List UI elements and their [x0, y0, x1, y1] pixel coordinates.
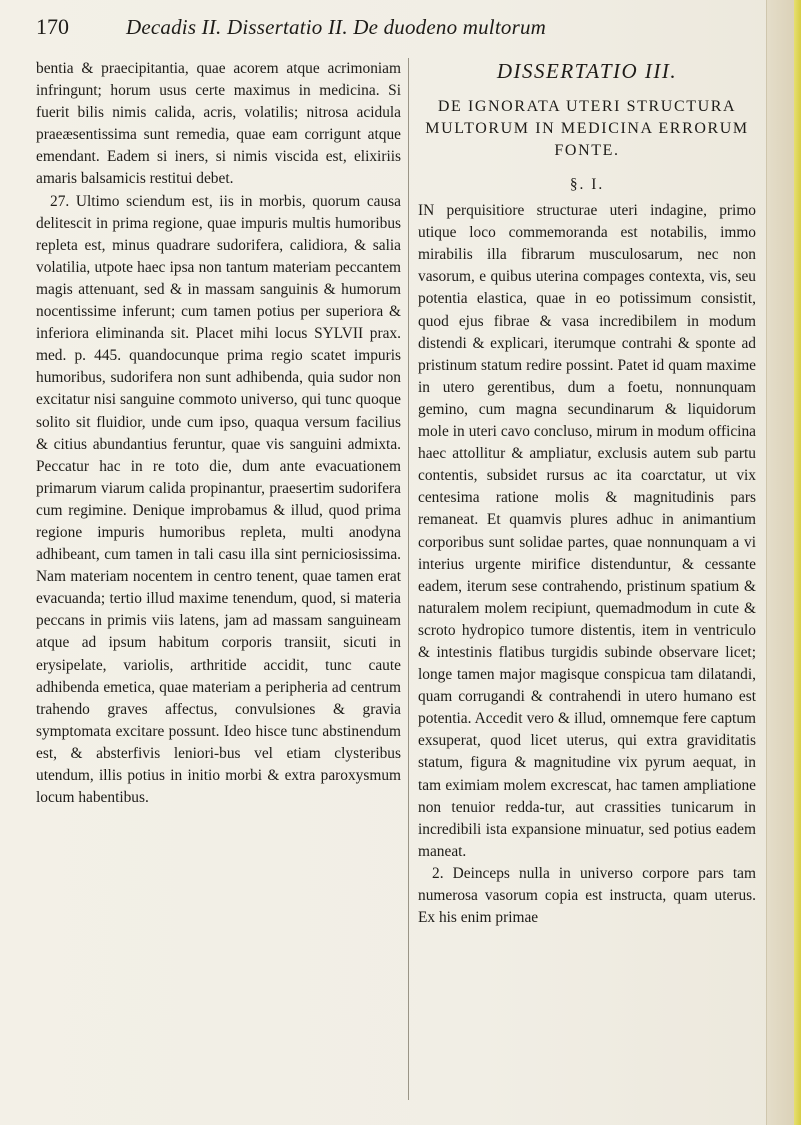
page-number: 170	[36, 14, 69, 39]
running-header	[36, 14, 716, 50]
paragraph: 27. Ultimo sciendum est, iis in morbis, quorum causa delitescit in prima regione, quae impuris multis humoribus repleta est, minus quadrare sudorifera, calidiora, & salia volatilia, utpote haec ipsa non tantum materiam peccantem magis attenuant, sed & in massam sanguinis & humorum nocentissime inferunt; cum tamen potius per superiora & inferiora eliminanda sit. Placet mihi locus SYLVII prax. med. p. 445. quandocunque prima regio scatet impuris humoribus, sudorifera non sunt adhibenda, quia sudor non excitatur nisi sanguine commoto universo, qui tunc quoque solito sit fluidior, unde cum ipso, quaqua versum facilius & citius abundantius feruntur, quae vis sanguini admixta. Peccatur hac in re toto die, dum ante evacuationem primarum viarum calida propinantur, praesertim sudorifera cum regimine. Denique improbamus & illud, quod prima regione impuris humoribus repleta, multi anodyna adhibeant, cum tamen in tali casu illa sint perniciosissima. Nam materiam nocentem in centro tenent, quae tamen erat evacuanda; tertio illud maxime tenendum, quod, si materia peccans in primis viis latens, jam ad massam sanguineam atque ad ipsum habitum corporis transiit, sicuti in erysipelate, variolis, arthritide accidit, tunc caute adhibenda emetica, quae materiam a peripheria ad centrum trahendo graves affectus, convulsiones & gravia symptomata excitare possunt. Ideo hisce tunc abstinendum est, & absterfivis leniori-bus vel etiam clysteribus utendum, illis potius in initio morbi & extra paroxysmum locum habentibus.	[36, 192, 401, 807]
paragraph: bentia & praecipitantia, quae acorem atque acrimoniam infringunt; horum usus certe maximus in medicina. Si fuerit bilis nimis calida, acris, volatilis; nitrosa acidula praeæsentissima sunt remedia, quae eam corrigunt atque emendant. Eadem si iners, si nimis viscida est, elixiriis amaris balsamicis restitui debet.	[36, 60, 401, 188]
running-title: Decadis II. Dissertatio II. De duodeno multorum	[126, 15, 547, 39]
paragraph: IN perquisitiore structurae uteri indagine, primo utique loco commemoranda est notabilis, immo mirabilis illa fibrarum musculosarum, nec non vasorum, e quibus uterina compages contexta, vis, seu potentia elastica, quae in eo potissimum consistit, quod ejus fibrae & vasa incredibilem in modum distendi & explicari, iterumque contrahi & sponte ad pristinum statum redire possint. Patet id quam maxime in utero gerentibus, dum a foetu, nonnunquam gemino, cum magna secundinarum & liquidorum mole in uteri cavo concluso, mirum in modum officina haec attollitur & ampliatur, exclusis autem sub partu contentis, subsidet rursus ac ita coarctatur, ut vix centesima ratione molis & magnitudinis pars remaneat. Et quamvis plures adhuc in animantium corporibus sunt solidae partes, quae nonnunquam a vi interius urgente mirifice distenduntur, & cessante eadem, iterum sese contrahendo, pristinum spatium & naturalem molem recipiunt, quemadmodum in cute & scroto hydropico tumore distentis, item in ventriculo & intestinis flatibus turgidis subinde observare licet; longe tamen major magisque conspicua tam dilatandi, quam corrugandi & contrahendi in utero humano est potentia. Accedit vero & illud, omnemque fere captum exsuperat, quod licet uterus, qui extra graviditatis statum, figura & magnitudine vix pyrum aequat, in tam eximiam molem excrescat, hac tamen ampliatione non tenuior redda-tur, aut crassities tunicarum in incredibili ista expansione minuatur, sed potius eadem maneat.	[418, 202, 756, 860]
paragraph: 2. Deinceps nulla in universo corpore pars tam numerosa vasorum copia est instructa, quam uterus. Ex his enim primae	[418, 864, 756, 927]
dissertation-title: DISSERTATIO III.	[496, 59, 678, 83]
left-column	[36, 58, 401, 809]
right-column	[418, 58, 756, 929]
dissertation-subtitle: DE IGNORATA UTERI STRUCTURA MULTORUM IN MEDICINA ERRORUM FONTE.	[425, 98, 749, 159]
column-divider	[408, 58, 409, 1100]
section-number: §. I.	[569, 176, 605, 193]
next-page-edge	[766, 0, 801, 1125]
page-edge-strip	[794, 0, 801, 1125]
